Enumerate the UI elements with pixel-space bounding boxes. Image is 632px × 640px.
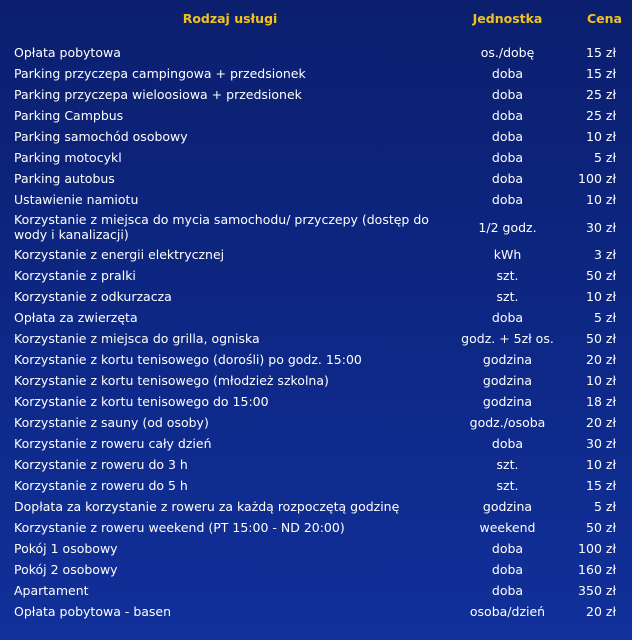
service-name-cell: Korzystanie z roweru do 5 h [14, 478, 188, 493]
service-name-cell: Korzystanie z miejsca do mycia samochodu/ przyczepy (dostęp do wody i kanalizacji) [14, 212, 429, 242]
price-cell: 30 zł [586, 219, 616, 235]
service-name-cell: Korzystanie z kortu tenisowego (młodzież szkolna) [14, 373, 329, 388]
service-name-cell: Parking przyczepa wieloosiowa + przedsionek [14, 87, 302, 102]
unit-cell: 1/2 godz. [478, 219, 537, 235]
table-row [0, 328, 632, 349]
unit-cell: godzina [482, 352, 533, 367]
price-cell: 10 zł [586, 129, 616, 144]
price-cell: 3 zł [593, 247, 616, 262]
price-cell: 100 zł [578, 541, 616, 556]
table-row [0, 244, 632, 265]
service-name-cell: Korzystanie z roweru cały dzień [14, 436, 212, 451]
price-cell: 25 zł [586, 87, 616, 102]
service-name-cell: Parking Campbus [14, 108, 124, 123]
service-name-cell: Korzystanie z kortu tenisowego (dorośli) po godz. 15:00 [14, 352, 362, 367]
price-cell: 20 zł [586, 415, 616, 430]
price-cell: 10 zł [586, 289, 616, 304]
unit-cell: weekend [479, 520, 536, 535]
table-row [0, 63, 632, 84]
service-name-cell: Parking autobus [14, 171, 115, 186]
price-cell: 160 zł [578, 562, 616, 577]
table-row [0, 286, 632, 307]
service-name-cell: Apartament [14, 583, 89, 598]
table-row [0, 475, 632, 496]
price-cell: 5 zł [593, 499, 616, 514]
table-row [0, 265, 632, 286]
table-row [0, 517, 632, 538]
unit-cell: osoba/dzień [469, 604, 546, 619]
table-row [0, 580, 632, 601]
service-name-cell: Parking motocykl [14, 150, 122, 165]
table-row [0, 84, 632, 105]
unit-cell: doba [491, 583, 524, 598]
table-row [0, 147, 632, 168]
table-row [0, 454, 632, 475]
unit-cell: godzina [482, 394, 533, 409]
table-row [0, 559, 632, 580]
service-name-cell: Parking samochód osobowy [14, 129, 188, 144]
price-cell: 30 zł [586, 436, 616, 451]
price-cell: 10 zł [586, 457, 616, 472]
unit-cell: doba [491, 436, 524, 451]
table-row [0, 168, 632, 189]
price-cell: 20 zł [586, 604, 616, 619]
unit-cell: szt. [496, 289, 519, 304]
service-name-cell: Korzystanie z sauny (od osoby) [14, 415, 209, 430]
table-row [0, 433, 632, 454]
unit-cell: godzina [482, 499, 533, 514]
service-name-cell: Parking przyczepa campingowa + przedsionek [14, 66, 306, 81]
service-name-cell: Opłata za zwierzęta [14, 310, 138, 325]
service-name-cell: Korzystanie z miejsca do grilla, ogniska [14, 331, 260, 346]
service-name-cell: Korzystanie z energii elektrycznej [14, 247, 225, 262]
unit-cell: szt. [496, 268, 519, 283]
table-row [0, 210, 632, 244]
price-cell: 100 zł [578, 171, 616, 186]
service-name-cell: Korzystanie z kortu tenisowego do 15:00 [14, 394, 269, 409]
unit-cell: doba [491, 87, 524, 102]
header-unit: Jednostka [472, 10, 543, 26]
price-cell: 18 zł [586, 394, 616, 409]
unit-cell: szt. [496, 478, 519, 493]
price-cell: 15 zł [586, 66, 616, 81]
header-price: Cena [587, 10, 622, 26]
price-cell: 10 zł [586, 192, 616, 207]
price-cell: 50 zł [586, 520, 616, 535]
service-name-cell: Opłata pobytowa [14, 45, 121, 60]
service-name-cell: Dopłata za korzystanie z roweru za każdą rozpoczętą godzinę [14, 499, 400, 514]
table-row [0, 496, 632, 517]
price-cell: 5 zł [593, 310, 616, 325]
unit-cell: doba [491, 310, 524, 325]
table-row [0, 349, 632, 370]
unit-cell: os./dobę [480, 45, 535, 60]
service-name-cell: Opłata pobytowa - basen [14, 604, 172, 619]
table-row [0, 412, 632, 433]
table-row [0, 307, 632, 328]
header-spacer [0, 32, 632, 42]
service-name-cell: Korzystanie z pralki [14, 268, 136, 283]
unit-cell: godzina [482, 373, 533, 388]
price-cell: 10 zł [586, 373, 616, 388]
unit-cell: doba [491, 192, 524, 207]
unit-cell: doba [491, 562, 524, 577]
unit-cell: kWh [493, 247, 522, 262]
unit-cell: doba [491, 129, 524, 144]
price-cell: 50 zł [586, 331, 616, 346]
unit-cell: doba [491, 108, 524, 123]
service-name-cell: Pokój 1 osobowy [14, 541, 118, 556]
table-row [0, 126, 632, 147]
table-row [0, 105, 632, 126]
table-row [0, 189, 632, 210]
service-name-cell: Ustawienie namiotu [14, 192, 139, 207]
table-row [0, 391, 632, 412]
service-name-cell: Korzystanie z odkurzacza [14, 289, 172, 304]
unit-cell: doba [491, 541, 524, 556]
price-cell: 20 zł [586, 352, 616, 367]
table-row [0, 601, 632, 622]
unit-cell: doba [491, 66, 524, 81]
price-cell: 50 zł [586, 268, 616, 283]
table-row [0, 538, 632, 559]
price-table [0, 4, 632, 622]
price-cell: 15 zł [586, 478, 616, 493]
service-name-cell: Pokój 2 osobowy [14, 562, 118, 577]
table-header-row [0, 4, 632, 32]
table-row [0, 42, 632, 63]
unit-cell: doba [491, 171, 524, 186]
price-cell: 25 zł [586, 108, 616, 123]
price-cell: 15 zł [586, 45, 616, 60]
price-cell: 5 zł [593, 150, 616, 165]
unit-cell: doba [491, 150, 524, 165]
service-name-cell: Korzystanie z roweru weekend (PT 15:00 - ND 20:00) [14, 520, 345, 535]
header-service: Rodzaj usługi [182, 10, 278, 26]
price-cell: 350 zł [578, 583, 616, 598]
table-row [0, 370, 632, 391]
unit-cell: szt. [496, 457, 519, 472]
unit-cell: godz. + 5zł os. [461, 331, 554, 346]
unit-cell: godz./osoba [469, 415, 546, 430]
table-body [0, 42, 632, 622]
service-name-cell: Korzystanie z roweru do 3 h [14, 457, 188, 472]
